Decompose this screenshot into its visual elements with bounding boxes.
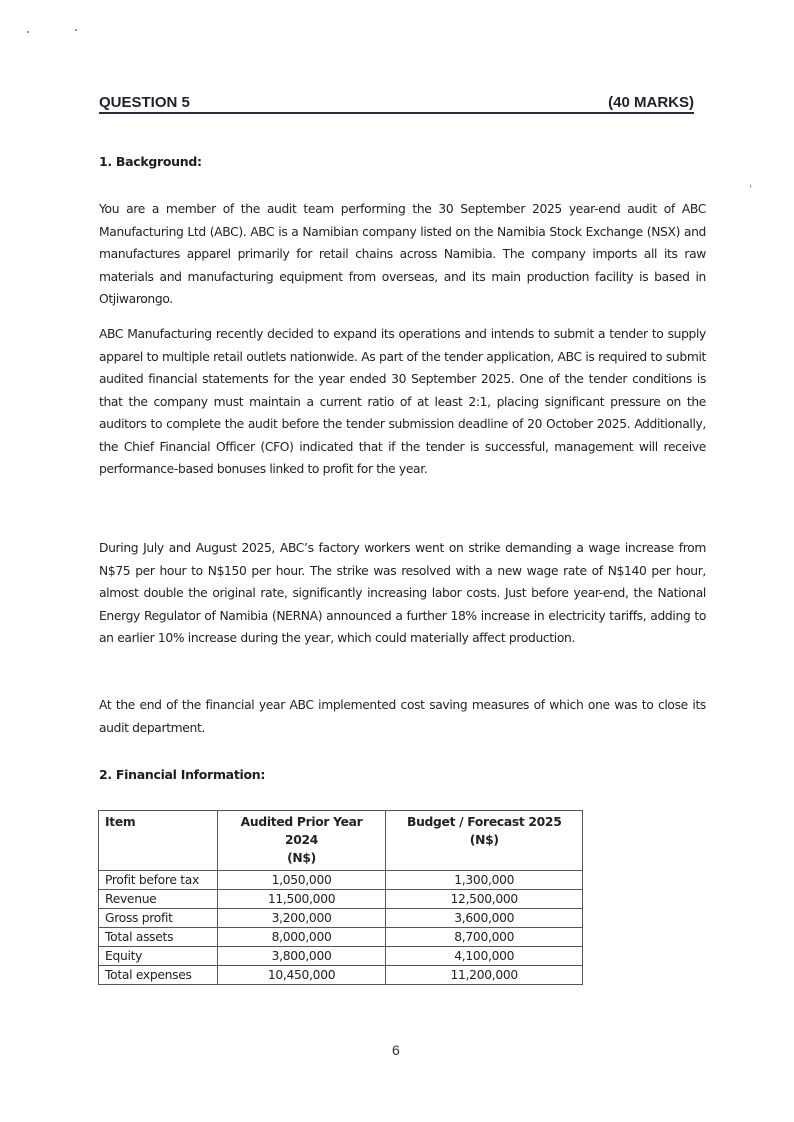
header-prior-year: Audited Prior Year 2024 (N$)	[217, 811, 386, 871]
page-number: 6	[392, 1042, 400, 1058]
table-row	[99, 966, 583, 985]
table-row	[99, 871, 583, 890]
header-item: Item	[99, 811, 218, 871]
background-paragraph-4: At the end of the financial year ABC implemented cost saving measures of which one was to close its audit department.	[99, 698, 706, 735]
cell-budget: 8,700,000	[386, 928, 583, 947]
table-row	[99, 947, 583, 966]
cell-budget: 11,200,000	[386, 966, 583, 985]
cell-prior: 1,050,000	[217, 871, 386, 890]
background-paragraph-3: During July and August 2025, ABC’s factory workers went on strike demanding a wage increase from N$75 per hour to N$150 per hour. The strike was resolved with a new wage rate of N$140 per hour, almost double the original rate, significantly increasing labor costs. Just before year-end, the National Energy Regulator of Namibia (NERNA) announced a further 18% increase in electricity tariffs, adding to an earlier 10% increase during the year, which could materially affect production.	[99, 541, 706, 645]
table-row	[99, 909, 583, 928]
header-budget-forecast: Budget / Forecast 2025 (N$)	[386, 811, 583, 871]
cell-item: Total assets	[99, 928, 218, 947]
section-heading-background: 1. Background:	[99, 154, 202, 169]
cell-budget: 12,500,000	[386, 890, 583, 909]
cell-budget: 3,600,000	[386, 909, 583, 928]
financial-information-table	[98, 810, 583, 985]
question-header	[99, 92, 694, 114]
section-heading-financial: 2. Financial Information:	[99, 767, 266, 782]
table-header-row	[99, 811, 583, 871]
scan-speck	[27, 31, 29, 33]
cell-budget: 4,100,000	[386, 947, 583, 966]
scan-speck	[75, 29, 77, 31]
background-paragraph-1: You are a member of the audit team performing the 30 September 2025 year-end audit of ABC Manufacturing Ltd (ABC). ABC is a Namibian company listed on the Namibia Stock Exchange (NSX) and manufactures apparel primarily for retail chains across Namibia. The company imports all its raw materials and manufacturing equipment from overseas, and its main production facility is based in Otjiwarongo.	[99, 202, 706, 306]
cell-prior: 10,450,000	[217, 966, 386, 985]
table-row	[99, 890, 583, 909]
question-title: QUESTION 5	[99, 94, 190, 111]
cell-item: Total expenses	[99, 966, 218, 985]
background-paragraph-2: ABC Manufacturing recently decided to expand its operations and intends to submit a tender to supply apparel to multiple retail outlets nationwide. As part of the tender application, ABC is required to submit audited financial statements for the year ended 30 September 2025. One of the tender conditions is that the company must maintain a current ratio of at least 2:1, placing significant pressure on the auditors to complete the audit before the tender submission deadline of 20 October 2025. Additionally, the Chief Financial Officer (CFO) indicated that if the tender is successful, management will receive performance-based bonuses linked to profit for the year.	[99, 327, 706, 476]
cell-prior: 11,500,000	[217, 890, 386, 909]
cell-prior: 3,200,000	[217, 909, 386, 928]
cell-prior: 8,000,000	[217, 928, 386, 947]
cell-item: Revenue	[99, 890, 218, 909]
scan-speck	[750, 185, 751, 188]
table-row	[99, 928, 583, 947]
cell-item: Equity	[99, 947, 218, 966]
question-marks: (40 MARKS)	[608, 94, 694, 111]
cell-item: Profit before tax	[99, 871, 218, 890]
cell-budget: 1,300,000	[386, 871, 583, 890]
cell-prior: 3,800,000	[217, 947, 386, 966]
cell-item: Gross profit	[99, 909, 218, 928]
